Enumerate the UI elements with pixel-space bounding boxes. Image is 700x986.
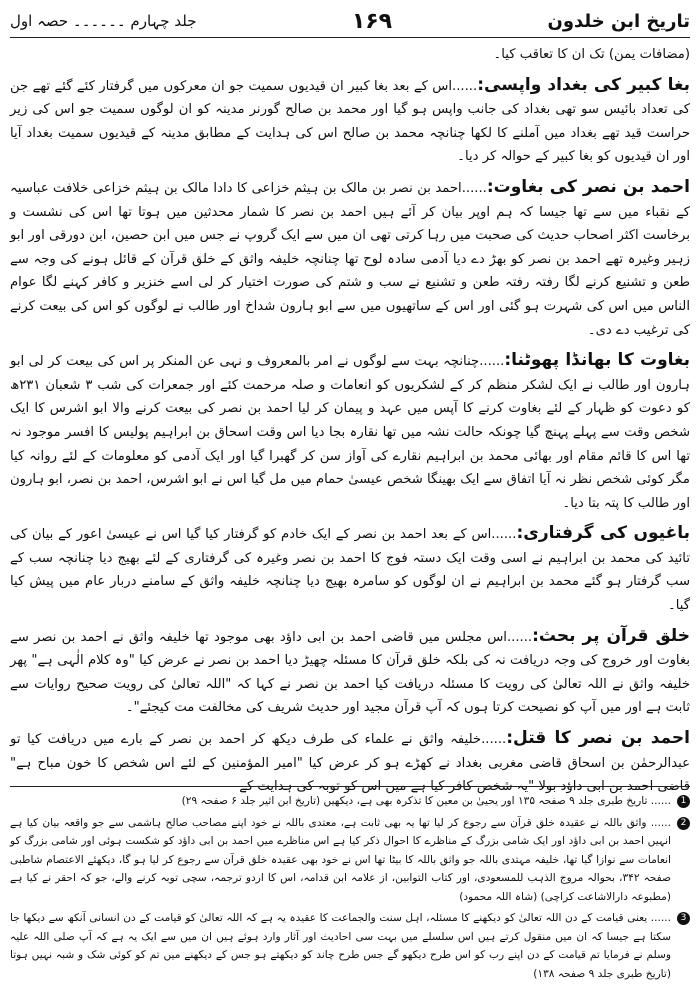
paragraph xyxy=(10,727,690,799)
paragraph xyxy=(10,74,690,169)
footnote-number: 1 xyxy=(677,795,690,808)
footnote-number: 2 xyxy=(677,817,690,830)
footnotes xyxy=(10,792,690,986)
footnote-rule xyxy=(10,786,690,787)
footnote-text: ...... یعنی قیامت کے دن اللہ تعالیٰ کو دیکھنے کا مسئلہ، اہل سنت والجماعت کا عقیدہ یہ ہے کہ اللہ تعالیٰ کو قیامت کے دن انسانی آنکھ سے دیکھا جا سکتا ہے جیسا کہ ان میں منقول کرتے ہیں اس سلسلے میں بہت سی احادیث اور آثار وارد ہوئے ہیں ان میں سے ایک یہ ہے کہ آپ صلی اللہ علیہ وسلم نے فرمایا تم قیامت کے دن اپنے رب کو اس طرح دیکھو گے جس طرح چاند کو دیکھتے ہو جس کے دیکھنے میں تم کو کوئی شک و شبہ نہیں ہوتا (تاریخ طبری جلد ۹ صفحہ ۱۳۸) xyxy=(10,912,671,980)
paragraph xyxy=(10,522,690,617)
paragraph-text: ......اس کے بعد احمد بن نصر کے ایک خادم کو گرفتار کیا گیا اس نے عیسیٰ اعور کے بیان کی تائید کی محمد بن ابراہیم نے اسی وقت ایک دستہ فوج کا احمد بن نصر وغیرہ کی گرفتاری کے لئے بھیج دیا چنانچہ سب کے سب گرفتار ہو گئے محمد بن ابراہیم نے ان لوگوں کو سامرہ بھیج دیا چنانچہ خلیفہ واثق کے سامنے دربار عام میں پیش کیا گیا۔ xyxy=(10,527,690,614)
header-rule xyxy=(10,37,690,38)
footnote-text: ...... واثق باللہ نے عقیدہ خلق قرآن سے رجوع کر لیا تھا یہ بھی ثابت ہے، معتدی باللہ نے خود اپنے مصاحب صالح ہاشمی سے جو واقعہ بیان کیا ہے انہیں احمد بن ابی داؤد اور ایک شامی بزرگ کے مناظرے کا احوال ذکر کیا ہے اس مناظرے میں احمد بن ابی داؤد کو شکست ہوئی اور شامی بزرگ کو انعامات سے نوازا گیا تھا، خلیفہ مہتدی باللہ جو واثق باللہ کا بیٹا تھا اس نے خود بھی عقیدہ خلق قرآن سے رجوع کر لیا ہو گا، دیکھئے الاعتصام شاطبی صفحہ ۳۴۲، بحوالہ مروج الذہب للمسعودی، اور کتاب التوابین، از علامہ ابن قدامہ، اس کا اردو ترجمہ، سچی توبہ کرنے والے، جو کہ احقر نے کیا ہے (مطبوعہ دارالاشاعت کراچی) (شاہ اللہ محمود) xyxy=(10,816,671,903)
paragraph xyxy=(10,625,690,720)
paragraph-heading: بغاوت کا بھانڈا پھوٹنا: xyxy=(504,350,690,371)
page-header xyxy=(10,6,690,36)
footnote xyxy=(10,909,690,983)
paragraph xyxy=(10,176,690,342)
paragraph-text: ......اس کے بعد بغا کبیر ان قیدیوں سمیت جو ان معرکوں میں گرفتار کئے گئے تھے جن کی تعداد بائیس سو تھی بغداد کی جانب واپس ہو گیا اور محمد بن صالح گورنر مدینہ کو ان لوگوں سمیت جو اس کی زیر حراست قید تھے بغداد میں آملنے کا لکھا چنانچہ محمد بن صالح اس کی ہدایت کے مطابق مدینہ کے قیدیوں سمیت بغداد آیا اور ان قیدیوں کو بغا کبیر کے حوالہ کر دیا۔ xyxy=(10,78,690,165)
paragraph-text: ......چنانچہ بہت سے لوگوں نے امر بالمعروف و نہی عن المنکر پر اس کی بیعت کر لی ابو ہارون اور طالب نے ایک لشکر منظم کر کے لشکریوں کو انعامات و صلہ مرحمت کئے اور جمعرات کی شب ۳ شعبان ۲۳۱ھ کو دعوت کو ظہار کے لئے بغاوت کرنے کا آپس میں عہد و پیمان کر لیا احمد بن نصر کی بیعت کرنے والا ابو اشرس کا ایک شخص وقت سے پہلے پہنچ گیا چونکہ حالت نشہ میں تھا نقارہ بجا دیا اس وقت اسحاق بن ابراہیم پولیس کا افسر موجود نہ تھا اس کا قائم مقام اور بھائی محمد بن ابراہیم نقارے کی آواز سن کر گھبرا گیا اور ایک آدمی کو معلومات کے لئے روانہ کیا مگر کوئی شخص نظر نہ آیا اتفاق سے ایک بھینگا شخص عیسیٰ حمام میں مل گیا اس نے ابو اشرس، احمد بن نصر، ابو ہارون اور طالب کا پتہ بتا دیا۔ xyxy=(10,354,690,511)
paragraph-heading: احمد بن نصر کی بغاوت: xyxy=(486,176,691,197)
paragraph xyxy=(10,42,690,67)
paragraph-text: ......احمد بن نصر بن مالک بن ہیثم خزاعی کا دادا مالک بن ہیثم خزاعی خلافت عباسیہ کے نقباء میں سے تھا جیسا کہ ہم اوپر بیان کر آئے ہیں احمد بن نصر کا شمار محدثین میں ہوتا تھا اس کی نشست و برخاست اکثر اصحاب حدیث کی صحبت میں رہا کرتی تھی ان میں سے ایک گروپ نے جس میں ابن حصین، ابن دورقی اور ابو زہیر وغیرہ تھے احمد بن نصر کو بھڑ دے دیا آدمی سادہ لوح تھا چنانچہ خلیفہ واثق کے خلق قرآن کے قائل ہونے کی وجہ سے طعن و تشنیع کرنے لگا رفتہ رفتہ طعن و تشنیع نے سب و شتم کی صورت اختیار کر لی اسے خنزیر و کافر کہنے لگا عوام الناس میں اس کی شہرت ہو گئی اور اس کے ساتھیوں میں سے ابو ہارون شداخ اور طالب نے لوگوں کو اس کی بیعت کرنے کی ترغیب دے دی۔ xyxy=(10,180,690,338)
footnote xyxy=(10,814,690,907)
page-number: ۱۶۹ xyxy=(351,8,393,34)
paragraph xyxy=(10,349,690,515)
paragraph-text: (مضافات یمن) تک ان کا تعاقب کیا۔ xyxy=(493,47,690,62)
paragraph-heading: احمد بن نصر کا قتل: xyxy=(506,728,690,749)
main-text xyxy=(10,42,690,806)
volume-label: جلد چہارم ۔۔۔۔۔۔ حصہ اول xyxy=(10,12,197,30)
footnote-number: 3 xyxy=(677,912,690,925)
paragraph-heading: بغا کبیر کی بغداد واپسی: xyxy=(477,74,690,95)
footnote xyxy=(10,792,690,811)
paragraph-heading: خلق قرآن پر بحث: xyxy=(532,625,690,646)
book-title: تاریخ ابن خلدون xyxy=(547,10,690,32)
footnote-text: ...... تاریخ طبری جلد ۹ صفحہ ۱۳۵ اور یحییٰ بن معین کا تذکرہ بھی ہے، دیکھیں (تاریخ ابن اثیر جلد ۶ صفحہ ۲۹) xyxy=(181,795,671,807)
paragraph-text: ......اس مجلس میں قاضی احمد بن ابی داؤد بھی موجود تھا خلیفہ واثق نے احمد بن نصر سے بغاوت اور خروج کی وجہ دریافت نہ کی بلکہ خلق قرآن کا مسئلہ چھیڑ دیا احمد بن نصر نے عرض کیا "وہ کلام الٰہی ہے" پھر خلیفہ واثق نے اللہ تعالیٰ کی رویت کا مسئلہ دریافت کیا احمد بن نصر نے کہا کہ "اللہ تعالیٰ کی رویت صحیح روایات سے ثابت ہے اور میں آپ کو نصیحت کرتا ہوں کہ آپ قرآن مجید اور حدیث شریف کی مخالفت مت کیجئے"۔ xyxy=(10,629,690,716)
paragraph-heading: باغیوں کی گرفتاری: xyxy=(516,523,690,544)
paragraph-text: ......خلیفہ واثق نے علماء کی طرف دیکھ کر احمد بن نصر کے بارے میں دریافت کیا تو عبدالرحمٰن بن اسحاق قاضی مغربی بغداد نے کھڑے ہو کر عرض کیا "امیر المؤمنین کے لئے اس شخص کا خون مباح ہے" قاضی احمد بن ابی داؤد بولا "یہ شخص کافر کیا ہے میں اس کو توبہ کی ہدایت کے xyxy=(10,732,690,795)
